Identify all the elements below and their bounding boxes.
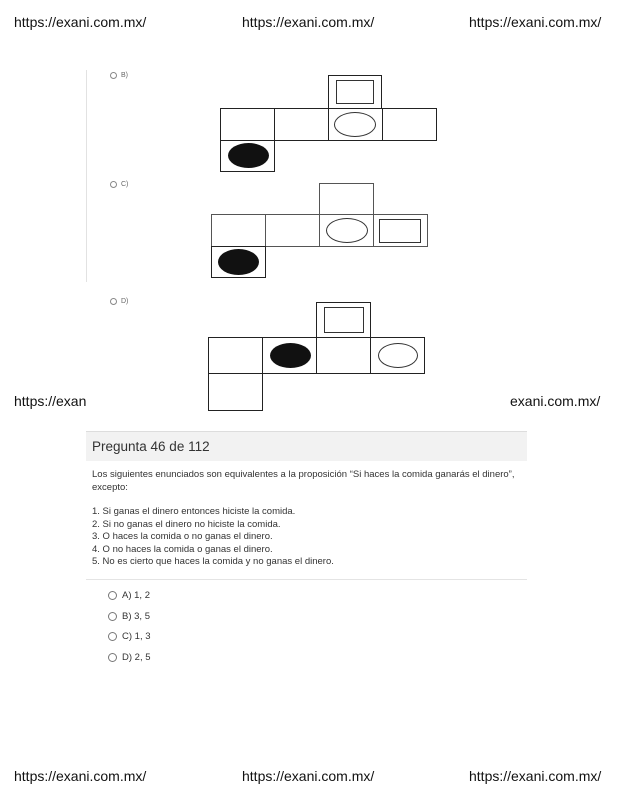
empty-circle — [334, 112, 376, 137]
option-c-label: C) — [121, 181, 129, 188]
radio-button[interactable] — [108, 612, 117, 621]
option-d-label: D) — [121, 298, 129, 305]
net-cell — [208, 337, 263, 374]
answer-label: B) 3, 5 — [122, 610, 150, 622]
watermark-bottom-left: https://exani.com.mx/ — [14, 768, 147, 784]
net-cell — [220, 108, 275, 141]
option-d-mini[interactable] — [110, 298, 128, 305]
statement-4: 4. O no haces la comida o ganas el dinero. — [92, 543, 273, 555]
filled-circle — [218, 249, 259, 275]
statement-5: 5. No es cierto que haces la comida y no ganas el dinero. — [92, 556, 334, 567]
watermark-bottom-center: https://exani.com.mx/ — [242, 768, 375, 784]
statement-3: 3. O haces la comida o no ganas el dinero. — [92, 531, 273, 542]
answer-option-a[interactable] — [108, 586, 527, 607]
filled-circle — [228, 143, 269, 168]
radio-button[interactable] — [110, 298, 117, 305]
watermark-top-right: https://exani.com.mx/ — [469, 14, 602, 30]
answer-option-d[interactable] — [108, 647, 527, 668]
watermark-mid-left: https://exan — [14, 393, 87, 409]
empty-circle — [378, 343, 418, 368]
net-cell — [319, 183, 374, 215]
answer-option-c[interactable] — [108, 627, 527, 648]
option-b-mini[interactable] — [110, 72, 128, 79]
question-intro: Los siguientes enunciados son equivalentes a la proposición “Si haces la comida ganarás el dinero”, excepto: — [92, 469, 515, 493]
question-header — [86, 431, 527, 461]
empty-circle — [326, 218, 368, 243]
answer-option-b[interactable] — [108, 606, 527, 627]
watermark-bottom-right: https://exani.com.mx/ — [469, 768, 602, 784]
radio-button[interactable] — [108, 632, 117, 641]
option-b-label: B) — [121, 72, 128, 79]
net-cell — [211, 214, 266, 247]
net-cell — [208, 373, 263, 411]
radio-button[interactable] — [108, 653, 117, 662]
radio-button[interactable] — [110, 181, 117, 188]
radio-button[interactable] — [110, 72, 117, 79]
net-cell — [265, 214, 320, 247]
question-title: Pregunta 46 de 112 — [92, 439, 210, 454]
statement-1: 1. Si ganas el dinero entonces hiciste la comida. — [92, 506, 296, 517]
watermark-top-left: https://exani.com.mx/ — [14, 14, 147, 30]
statement-2: 2. Si no ganas el dinero no hiciste la comida. — [92, 518, 281, 530]
answer-label: C) 1, 3 — [122, 631, 151, 643]
answer-list — [86, 580, 527, 668]
net-cell — [382, 108, 437, 141]
question-card — [86, 431, 527, 668]
answer-label: D) 2, 5 — [122, 651, 151, 663]
upper-frame-border — [86, 70, 87, 282]
watermark-mid-right: exani.com.mx/ — [510, 393, 601, 409]
inner-square — [379, 219, 421, 243]
net-cell — [316, 337, 371, 374]
inner-square — [324, 307, 364, 333]
radio-button[interactable] — [108, 591, 117, 600]
inner-square — [336, 80, 374, 104]
filled-circle — [270, 343, 311, 368]
question-body — [86, 461, 527, 569]
option-c-mini[interactable] — [110, 181, 128, 188]
answer-label: A) 1, 2 — [122, 590, 150, 602]
net-cell — [274, 108, 329, 141]
watermark-top-center: https://exani.com.mx/ — [242, 14, 375, 30]
